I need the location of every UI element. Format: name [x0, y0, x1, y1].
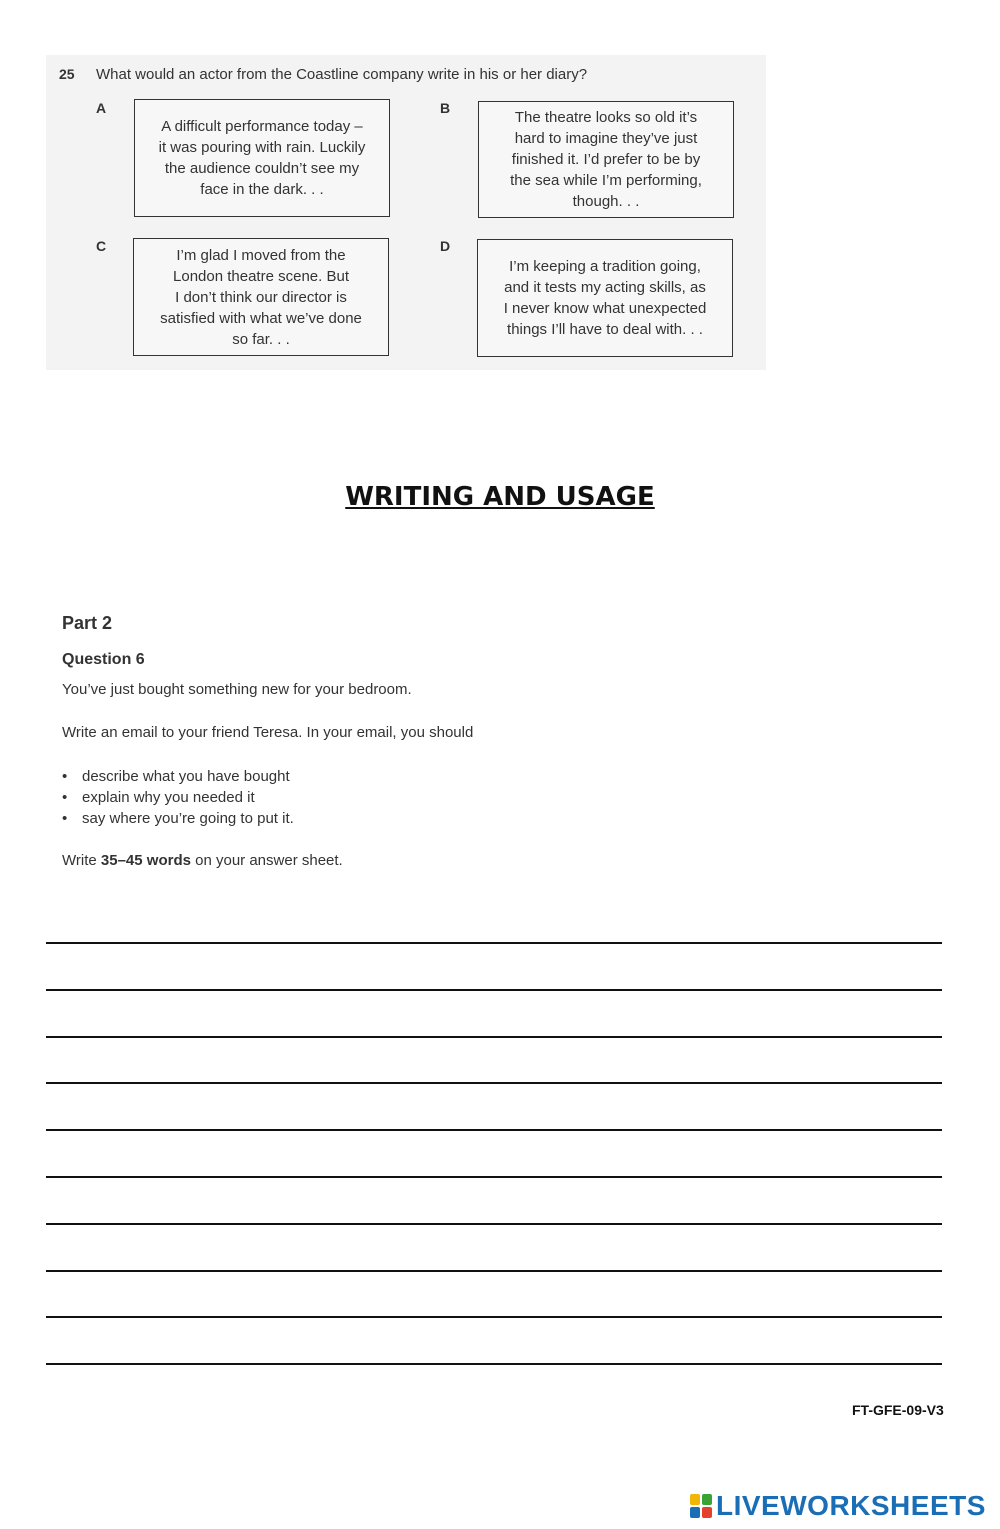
- answer-line[interactable]: [46, 1176, 942, 1178]
- option-c-box: I’m glad I moved from the London theatre scene. But I don’t think our director is satisfied with what we’ve done so far. . .: [133, 238, 389, 356]
- question-heading: Question 6: [62, 651, 145, 668]
- task-intro: You’ve just bought something new for your bedroom.: [62, 681, 412, 698]
- word-count-instruction: Write 35–45 words on your answer sheet.: [62, 852, 343, 869]
- answer-line[interactable]: [46, 1363, 942, 1365]
- option-a-box: A difficult performance today – it was pouring with rain. Luckily the audience couldn’t see my face in the dark. . .: [134, 99, 390, 217]
- bullet-item: • say where you’re going to put it.: [62, 810, 294, 827]
- answer-line[interactable]: [46, 1316, 942, 1318]
- brand-name: LIVEWORKSHEETS: [716, 1490, 986, 1521]
- bullet-item: • explain why you needed it: [62, 789, 255, 806]
- answer-line[interactable]: [46, 1129, 942, 1131]
- answer-line[interactable]: [46, 989, 942, 991]
- logo-square: [690, 1507, 700, 1518]
- answer-line[interactable]: [46, 1223, 942, 1225]
- question-number: 25: [59, 66, 75, 82]
- liveworksheets-logo[interactable]: [690, 1490, 986, 1522]
- option-a-letter: A: [96, 100, 107, 116]
- worksheet-code: FT-GFE-09-V3: [852, 1402, 944, 1418]
- option-b-letter: B: [440, 100, 451, 116]
- answer-line[interactable]: [46, 1270, 942, 1272]
- option-c-letter: C: [96, 238, 107, 254]
- option-d-box: I’m keeping a tradition going, and it tests my acting skills, as I never know what unexpected things I’ll have to deal with. . .: [477, 239, 733, 357]
- bullet-item: • describe what you have bought: [62, 768, 290, 785]
- answer-line[interactable]: [46, 942, 942, 944]
- logo-square: [690, 1494, 700, 1505]
- section-title: WRITING AND USAGE: [345, 482, 655, 512]
- answer-line[interactable]: [46, 1036, 942, 1038]
- logo-square: [702, 1494, 712, 1505]
- question-text: What would an actor from the Coastline company write in his or her diary?: [96, 66, 588, 83]
- option-b-box: The theatre looks so old it’s hard to imagine they’ve just finished it. I’d prefer to be by the sea while I’m performing, though. . .: [478, 101, 734, 218]
- word-count: 35–45 words: [100, 852, 191, 869]
- task-bullet-list: [62, 766, 294, 829]
- option-d-letter: D: [440, 238, 451, 254]
- logo-square: [702, 1507, 712, 1518]
- answer-line[interactable]: [46, 1082, 942, 1084]
- task-instruction: Write an email to your friend Teresa. In your email, you should: [62, 724, 474, 741]
- part-heading: Part 2: [62, 613, 113, 633]
- liveworksheets-icon: [690, 1494, 712, 1518]
